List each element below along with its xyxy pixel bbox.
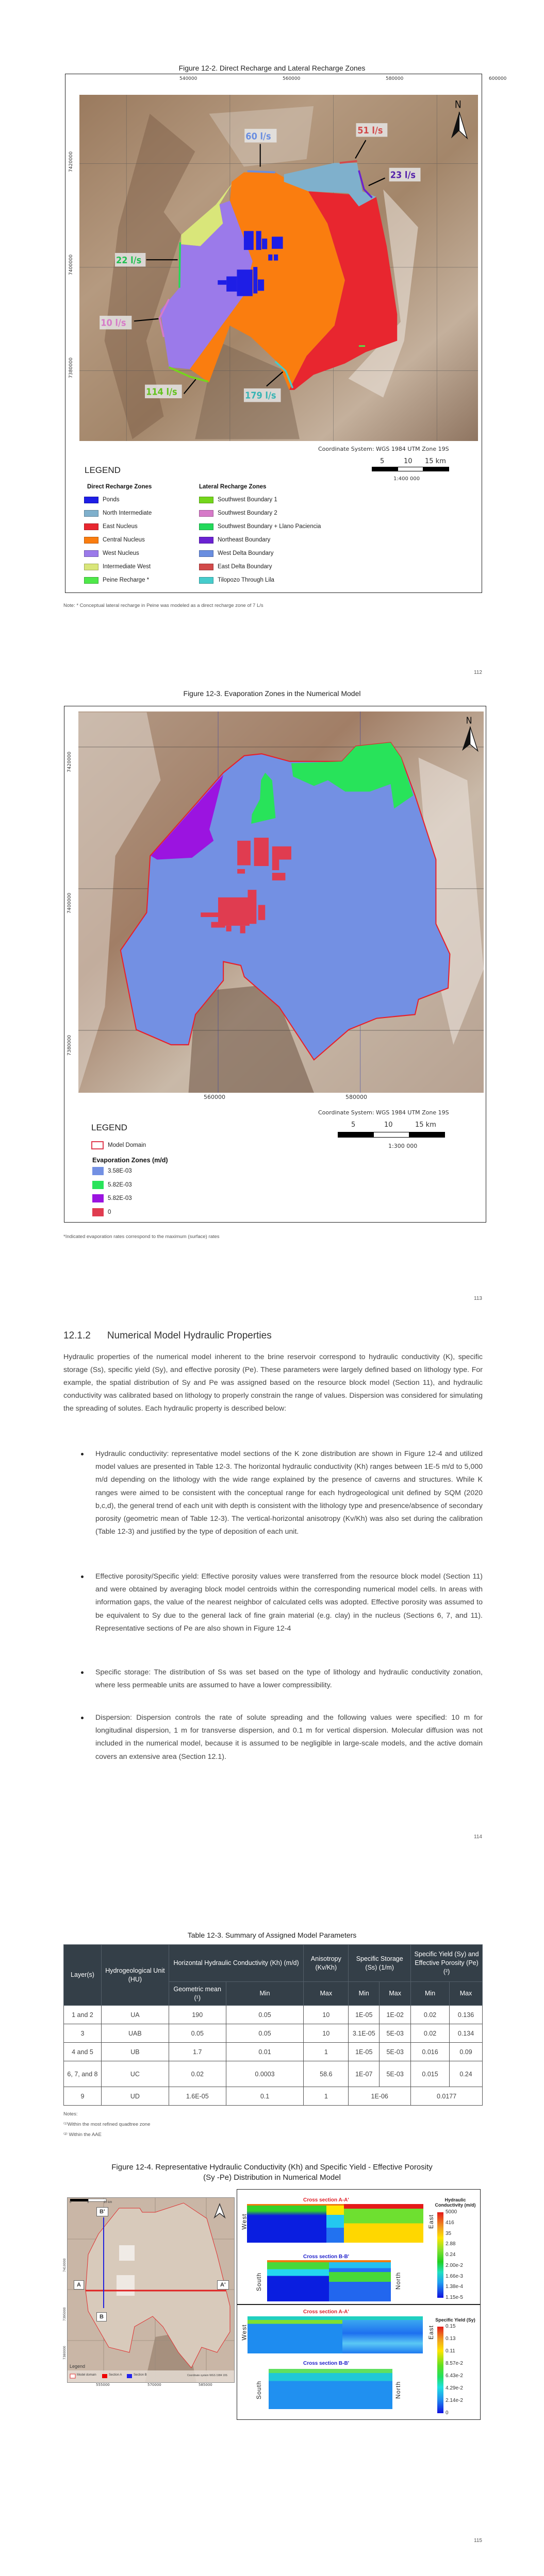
legend-label: Peine Recharge * xyxy=(103,577,150,583)
y-tick: 7420000 xyxy=(69,151,74,172)
table-cell: 58.6 xyxy=(304,2061,349,2087)
bullet-specific-storage: Specific storage: The distribution of Ss was set based on the type of lithology and hydraulic conductivity zonation, where less permeable units are assumed to have a lower compressibility. xyxy=(95,1666,483,1692)
table-cell: 0.015 xyxy=(411,2061,450,2087)
legend-label: Southwest Boundary + Llano Paciencia xyxy=(218,523,321,530)
table-row xyxy=(64,2043,483,2061)
section-location-map xyxy=(67,2197,235,2383)
recharge-zones-map xyxy=(79,95,478,441)
svg-text:N: N xyxy=(466,715,472,726)
legend-swatch xyxy=(92,1181,104,1189)
y-tick: 7400000 xyxy=(67,892,72,913)
table-cell: 0.134 xyxy=(450,2024,483,2043)
legend-label: East Delta Boundary xyxy=(218,564,272,570)
legend-title: LEGEND xyxy=(85,465,121,475)
table-cell: 3 xyxy=(64,2024,102,2043)
y-tick: 7380000 xyxy=(69,357,74,378)
legend-label: Northeast Boundary xyxy=(218,537,271,543)
legend-swatch xyxy=(84,523,98,530)
legend-item xyxy=(84,563,151,571)
table-cell: 10 xyxy=(304,2024,349,2043)
legend-swatch xyxy=(92,1208,104,1216)
legend-item xyxy=(199,576,274,584)
y-tick: 7400000 xyxy=(69,254,74,275)
scale-label: 10 xyxy=(404,457,413,465)
legend-item xyxy=(92,1181,132,1189)
legend-swatch xyxy=(199,523,213,530)
legend-item xyxy=(199,509,277,517)
map-legend-title: Legend xyxy=(70,2364,86,2369)
bullet-dispersion: Dispersion: Dispersion controls the rate of solute spreading and the following values were specified: 10 m for longitudinal dispersion, 1 m for transverse dispersion, and 0.1 m for vertical dispersion. Molecular diffusion was not included in the numerical model, because it is assumed to be negligible in large-scale models, and the active domain covers an extensive area (Section 12.1). xyxy=(95,1711,483,1764)
legend-swatch xyxy=(199,497,213,503)
legend-heading-evaporation: Evaporation Zones (m/d) xyxy=(92,1157,168,1164)
figure-12-3-frame xyxy=(64,706,486,1223)
table-cell: 0.09 xyxy=(450,2043,483,2061)
table-note-2: ⁽²⁾ Within the AAE xyxy=(63,2132,102,2138)
header-kh-min: Min xyxy=(226,1982,304,2006)
legend-swatch xyxy=(84,497,98,503)
figure-12-2-frame xyxy=(65,74,507,593)
colorbar-tick: 2.00e-2 xyxy=(446,2262,463,2268)
colorbar-tick: 1.66e-3 xyxy=(446,2273,463,2279)
x-tick: 600000 xyxy=(489,76,507,81)
section-heading xyxy=(63,1330,272,1342)
table-cell: UAB xyxy=(101,2024,169,2043)
kh-west-label: West xyxy=(240,2213,248,2230)
colorbar-tick: 1.38e-4 xyxy=(446,2284,463,2290)
colorbar-tick: 0.15 xyxy=(446,2324,456,2329)
table-cell: 1E-06 xyxy=(349,2087,411,2106)
figure-12-2-caption: Figure 12-2. Direct Recharge and Lateral Recharge Zones xyxy=(178,64,366,72)
table-cell: 0.24 xyxy=(450,2061,483,2087)
map-x-tick: 570000 xyxy=(147,2383,161,2387)
section-number: 12.1.2 xyxy=(63,1330,91,1341)
sy-south-label: South xyxy=(255,2380,263,2400)
map-y-tick: 7410000 xyxy=(63,2258,67,2272)
map-x-tick: 585000 xyxy=(199,2383,212,2387)
table-cell: 1 and 2 xyxy=(64,2006,102,2024)
sy-section-a-image xyxy=(248,2316,423,2353)
kh-section-a-title: Cross section A-A' xyxy=(303,2197,349,2203)
flow-label: 23 l/s xyxy=(390,169,416,180)
table-cell: 10 xyxy=(304,2006,349,2024)
flow-label: 22 l/s xyxy=(116,255,142,265)
flow-label: 60 l/s xyxy=(245,131,271,142)
legend-item xyxy=(92,1167,132,1175)
legend-item xyxy=(84,549,139,557)
map-legend-item: Section B xyxy=(134,2374,147,2377)
figure-12-3-caption: Figure 12-3. Evaporation Zones in the Numerical Model xyxy=(183,689,361,698)
kh-section-b-title: Cross section B-B' xyxy=(303,2254,350,2260)
point-b: B xyxy=(96,2312,107,2321)
table-cell: 0.1 xyxy=(226,2087,304,2106)
colorbar-tick: 0.11 xyxy=(446,2348,455,2354)
sy-colorbar xyxy=(437,2327,443,2413)
legend-item xyxy=(84,576,149,584)
legend-item xyxy=(92,1208,111,1216)
sy-section-b-image xyxy=(269,2369,392,2409)
kh-south-label: South xyxy=(255,2272,263,2292)
legend-item xyxy=(199,563,272,571)
legend-item xyxy=(84,509,152,517)
table-row xyxy=(64,2006,483,2024)
sy-colorbar-title: Specific Yield (Sy) xyxy=(435,2317,475,2323)
kh-section-b-image xyxy=(267,2260,391,2301)
x-tick: 560000 xyxy=(204,1094,225,1100)
colorbar-tick: 1.15e-5 xyxy=(446,2295,463,2300)
table-cell: 1E-07 xyxy=(349,2061,380,2087)
colorbar-tick: 0 xyxy=(446,2410,449,2416)
flow-label: 10 l/s xyxy=(101,317,126,328)
map-y-tick: 7395000 xyxy=(63,2307,67,2321)
table-row xyxy=(64,2024,483,2043)
table-cell: 0.01 xyxy=(226,2043,304,2061)
map-x-tick: 555000 xyxy=(96,2383,110,2387)
table-cell: 0.016 xyxy=(411,2043,450,2061)
figure-12-4-caption-line1: Figure 12-4. Representative Hydraulic Conductivity (Kh) and Specific Yield - Effective Porosity xyxy=(111,2163,433,2172)
map-scale-label: 0 xyxy=(70,2201,72,2204)
flow-label: 179 l/s xyxy=(244,390,276,401)
table-cell: 1.6E-05 xyxy=(169,2087,226,2106)
scale-label: 10 xyxy=(384,1121,393,1129)
table-cell: 0.05 xyxy=(226,2006,304,2024)
kh-section-a-image xyxy=(247,2204,423,2243)
table-cell: 0.05 xyxy=(226,2024,304,2043)
legend-label: West Delta Boundary xyxy=(218,550,274,556)
x-tick: 580000 xyxy=(386,76,404,81)
header-ss-min: Min xyxy=(349,1982,380,2006)
sy-section-b-title: Cross section B-B' xyxy=(303,2361,350,2366)
legend-swatch xyxy=(92,1167,104,1175)
section-intro: Hydraulic properties of the numerical model inherent to the brine reservoir correspond to hydraulic conductivity (K), specific storage (Ss), specific yield (Sy), and effective porosity (Pe). These parameters were largely defined based on lithology type. For example, the spatial distribution of Sy and Pe was assigned based on the resource block model (Section 11), and hydraulic conductivity was calibrated based on lithology to properly constrain the range of values. Dispersion was considered for simulating the spreading of solutes. Each hydraulic property is described below: xyxy=(63,1353,483,1413)
table-cell: 5E-03 xyxy=(380,2061,411,2087)
figure-12-4-caption-line2: (Sy -Pe) Distribution in Numerical Model xyxy=(203,2173,341,2182)
table-row xyxy=(64,2061,483,2087)
colorbar-tick: 0.13 xyxy=(446,2336,456,2342)
sy-west-label: West xyxy=(240,2324,248,2341)
table-cell: 5E-03 xyxy=(380,2024,411,2043)
scale-label: 5 xyxy=(380,457,385,465)
table-cell: 0.0177 xyxy=(411,2087,483,2106)
legend-label: Central Nucleus xyxy=(103,537,145,543)
legend-heading-lateral: Lateral Recharge Zones xyxy=(199,484,267,490)
legend-label: 5.82E-03 xyxy=(108,1195,132,1201)
legend-swatch xyxy=(199,537,213,544)
header-sy-max: Max xyxy=(450,1982,483,2006)
table-cell: 0.136 xyxy=(450,2006,483,2024)
table-cell: 5E-03 xyxy=(380,2043,411,2061)
legend-label: East Nucleus xyxy=(103,523,138,530)
legend-label: Intermediate West xyxy=(103,564,151,570)
map-y-tick: 7380000 xyxy=(63,2346,67,2360)
legend-label: Southwest Boundary 2 xyxy=(218,510,277,516)
table-cell: 0.02 xyxy=(411,2024,450,2043)
legend-swatch xyxy=(199,564,213,570)
svg-text:N: N xyxy=(454,99,461,111)
map-legend-item: Section A xyxy=(109,2374,122,2377)
legend-swatch xyxy=(92,1194,104,1202)
x-tick: 580000 xyxy=(345,1094,367,1100)
scale-label: 5 xyxy=(351,1121,356,1129)
section-title: Numerical Model Hydraulic Properties xyxy=(107,1330,272,1341)
kh-colorbar xyxy=(437,2212,443,2298)
colorbar-tick: 2.14e-2 xyxy=(446,2398,463,2403)
bullet-hydraulic-conductivity: Hydraulic conductivity: representative model sections of the K zone distribution are shown in Figure 12-4 and utilized model values are presented in Table 12-3. The horizontal hydraulic conductivity (Kh) ranges between 1E-5 m/d to 5,000 m/d depending on the lithology with the wide range explained by the presence of caverns and structures. While K ranges were aimed to be consistent with the conceptual range for each hydrogeological unit defined by SQM (2020 b,c,d), the general trend of each unit with depth is consistent with the lithology type and presence/absence of secondary porosity (geometric mean of Table 12-3). The vertical-horizontal anisotropy (Kv/Kh) was also set during the calibration (Table 12-3) and justified by the type of deposition of each unit. xyxy=(95,1448,483,1538)
legend-item xyxy=(84,496,120,504)
legend-heading-direct: Direct Recharge Zones xyxy=(87,484,152,490)
table-cell: 190 xyxy=(169,2006,226,2024)
legend-item xyxy=(84,536,145,544)
legend-label: 3.58E-03 xyxy=(108,1168,132,1174)
legend-item xyxy=(199,549,273,557)
table-cell: 1.7 xyxy=(169,2043,226,2061)
colorbar-tick: 6.43e-2 xyxy=(446,2373,463,2379)
point-a-prime: A' xyxy=(217,2280,229,2290)
legend-label: Tilopozo Through Lila xyxy=(218,577,274,583)
figure-12-2-note: Note: * Conceptual lateral recharge in Peine was modeled as a direct recharge zone of 7 L/s xyxy=(63,603,263,608)
table-cell: UA xyxy=(101,2006,169,2024)
legend-swatch xyxy=(199,510,213,517)
legend-swatch xyxy=(91,1141,104,1149)
y-tick: 7420000 xyxy=(67,751,72,772)
scale-ratio: 1:400 000 xyxy=(393,476,420,482)
sy-east-label: East xyxy=(427,2325,435,2340)
kh-north-label: North xyxy=(394,2272,402,2290)
scale-label: 15 km xyxy=(425,457,446,465)
model-parameters-table xyxy=(63,1944,483,2106)
header-ss-max: Max xyxy=(380,1982,411,2006)
legend-title: LEGEND xyxy=(91,1123,127,1132)
table-cell: 1E-05 xyxy=(349,2043,380,2061)
map-legend-item: Model domain xyxy=(77,2374,96,2377)
header-layers: Layer(s) xyxy=(64,1945,102,2006)
x-tick: 560000 xyxy=(283,76,301,81)
table-12-3-caption: Table 12-3. Summary of Assigned Model Parameters xyxy=(187,1931,357,1939)
legend-swatch xyxy=(199,550,213,557)
legend-label: 5.82E-03 xyxy=(108,1181,132,1188)
header-geo-mean: Geometric mean (¹) xyxy=(169,1982,226,2006)
legend-item xyxy=(199,496,277,504)
table-cell: 0.0003 xyxy=(226,2061,304,2087)
point-b-prime: B' xyxy=(96,2207,108,2216)
table-cell: 1E-05 xyxy=(349,2006,380,2024)
legend-item xyxy=(84,522,138,531)
legend-label: Ponds xyxy=(103,497,120,503)
header-aniso-max: Max xyxy=(304,1982,349,2006)
header-unit: Hydrogeological Unit (HU) xyxy=(101,1945,169,2006)
legend-label: Model Domain xyxy=(108,1142,146,1148)
table-cell: 1E-02 xyxy=(380,2006,411,2024)
table-row xyxy=(64,2087,483,2106)
y-tick: 7380000 xyxy=(67,1035,72,1056)
colorbar-tick: 35 xyxy=(446,2230,452,2236)
table-cell: 4 and 5 xyxy=(64,2043,102,2061)
flow-label: 51 l/s xyxy=(357,125,383,136)
table-cell: 0.02 xyxy=(169,2061,226,2087)
page-number: 114 xyxy=(474,1834,482,1840)
header-sy: Specific Yield (Sy) and Effective Porosity (Pe) (²) xyxy=(411,1945,483,1982)
table-cell: UD xyxy=(101,2087,169,2106)
colorbar-tick: 2.88 xyxy=(446,2241,456,2247)
figure-12-3-note: *Indicated evaporation rates correspond to the maximum (surface) rates xyxy=(63,1234,220,1240)
colorbar-tick: 8.57e-2 xyxy=(446,2361,463,2366)
legend-label: 0 xyxy=(108,1209,111,1215)
colorbar-tick: 0.24 xyxy=(446,2252,456,2258)
table-cell: UC xyxy=(101,2061,169,2087)
coordinate-system: Coordinate System: WGS 1984 UTM Zone 19S xyxy=(318,446,449,452)
table-cell: 9 xyxy=(64,2087,102,2106)
page-number: 115 xyxy=(474,2538,482,2544)
sy-north-label: North xyxy=(394,2381,402,2399)
map-scale-label: 5 xyxy=(87,2201,89,2204)
table-cell: 1 xyxy=(304,2087,349,2106)
legend-swatch xyxy=(84,537,98,544)
scale-label: 15 km xyxy=(415,1121,436,1129)
legend-swatch xyxy=(84,564,98,570)
map-scale-label: 10 km xyxy=(104,2201,112,2204)
kh-colorbar-title: Hydraulic Conductivity (m/d) xyxy=(435,2197,476,2208)
legend-label: West Nucleus xyxy=(103,550,139,556)
flow-label: 114 l/s xyxy=(146,386,177,397)
zone-peine-recharge xyxy=(359,345,365,347)
legend-swatch xyxy=(84,550,98,557)
point-a: A xyxy=(74,2280,84,2290)
scale-ratio: 1:300 000 xyxy=(388,1143,418,1149)
x-tick: 540000 xyxy=(179,76,197,81)
page-number: 112 xyxy=(474,670,482,675)
legend-swatch xyxy=(199,577,213,584)
kh-east-label: East xyxy=(427,2214,435,2229)
page-number: 113 xyxy=(474,1296,482,1301)
table-notes-label: Notes: xyxy=(63,2111,78,2117)
section-location-svg xyxy=(68,2198,234,2382)
sy-section-a-title: Cross section A-A' xyxy=(303,2309,349,2315)
legend-label: North Intermediate xyxy=(103,510,152,516)
header-anisotropy: Anisotropy (Kv/Kh) xyxy=(304,1945,349,1982)
coordinate-system: Coordinate System: WGS 1984 UTM Zone 19S xyxy=(318,1109,449,1116)
table-cell: 0.02 xyxy=(411,2006,450,2024)
legend-swatch xyxy=(84,577,98,584)
table-note-1: ⁽¹⁾Within the most refined quadtree zone xyxy=(63,2122,151,2127)
header-ss: Specific Storage (Ss) (1/m) xyxy=(349,1945,411,1982)
legend-item xyxy=(199,536,270,544)
bullet-effective-porosity: Effective porosity/Specific yield: Effective porosity values were transferred from the resource block model (Section 11) and were obtained by averaging block model centroids within the corresponding numerical model cells. In areas with information gaps, the value of the nearest neighbor of calculated cells was adopted. Effective porosity was assumed to be equivalent to Sy due to the general lack of fine grain material (e.g. clay) in the nucleus (Sections 6, 7, and 11). Representative sections of Pe are also shown in Figure 12-4 xyxy=(95,1570,483,1635)
table-cell: 3.1E-05 xyxy=(349,2024,380,2043)
legend-swatch xyxy=(84,510,98,517)
header-kh: Horizontal Hydraulic Conductivity (Kh) (m/d) xyxy=(169,1945,304,1982)
colorbar-tick: 4.29e-2 xyxy=(446,2385,463,2391)
table-cell: 1 xyxy=(304,2043,349,2061)
legend-item xyxy=(92,1194,132,1202)
colorbar-tick: 416 xyxy=(446,2219,454,2226)
cross-sections-panel xyxy=(237,2189,481,2420)
table-cell: 0.05 xyxy=(169,2024,226,2043)
header-sy-min: Min xyxy=(411,1982,450,2006)
map-coordinate-system: Coordinate system WGS 1984 19S xyxy=(187,2374,227,2377)
table-cell: UB xyxy=(101,2043,169,2061)
colorbar-tick: 5000 xyxy=(446,2209,457,2215)
legend-label: Southwest Boundary 1 xyxy=(218,497,277,503)
evaporation-zones-map xyxy=(78,711,484,1093)
legend-model-domain xyxy=(91,1141,146,1149)
legend-item xyxy=(199,522,321,531)
table-cell: 6, 7, and 8 xyxy=(64,2061,102,2087)
